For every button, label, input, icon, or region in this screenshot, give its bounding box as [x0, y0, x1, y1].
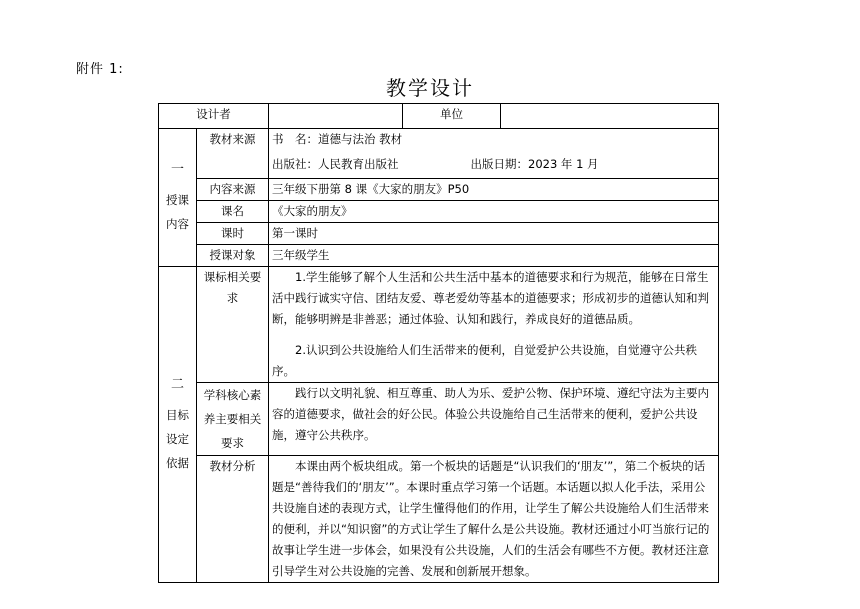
publisher-line	[272, 154, 715, 175]
unit-label: 单位	[403, 104, 501, 129]
audience-value: 三年级学生	[269, 245, 719, 267]
content-source-row	[159, 179, 719, 201]
period-label: 课时	[197, 223, 269, 245]
publication-date: 出版日期：2023 年 1 月	[470, 157, 599, 171]
standards-label: 课标相关要求	[197, 267, 269, 383]
material-analysis-text: 本课由两个板块组成。第一个板块的话题是“认识我们的‘朋友’”，第二个板块的话题是“善待我们的‘朋友’”。本课时重点学习第一个话题。本话题以拟人化手法，采用公共设施自述的表现方式，让学生懂得他们的作用，让学生了解公共设施给人们生活带来的便利，并以“知识窗”的方式让学生了解什么是公共设施。教材还通过小叮当旅行记的故事让学生进一步体会，如果没有公共设施，人们的生活会有哪些不方便。教材还注意引导学生对公共设施的完善、发展和创新展开想象。	[272, 459, 710, 578]
period-row	[159, 223, 719, 245]
material-analysis-label: 教材分析	[197, 456, 269, 583]
section-2-label	[159, 267, 197, 583]
section-1-label	[159, 129, 197, 267]
section-2-label-line-3: 依据	[166, 456, 189, 470]
course-name-label: 课名	[197, 201, 269, 223]
designer-value	[269, 104, 403, 129]
publisher: 出版社：人民教育出版社	[272, 157, 399, 171]
section-1-label-line-2: 内容	[166, 217, 189, 231]
content-source-label: 内容来源	[197, 179, 269, 201]
designer-label: 设计者	[159, 104, 269, 129]
period-value: 第一课时	[269, 223, 719, 245]
standards-paragraph-2: 2.认识到公共设施给人们生活带来的便利，自觉爱护公共设施，自觉遵守公共秩序。	[272, 343, 697, 378]
standards-value	[269, 267, 719, 383]
header-row	[159, 104, 719, 129]
book-line: 书 名：道德与法治 教材	[272, 132, 403, 146]
core-literacy-label: 学科核心素养主要相关要求	[197, 383, 269, 456]
standards-paragraph-1: 1.学生能够了解个人生活和公共生活中基本的道德要求和行为规范，能够在日常生活中践行诚实守信、团结友爱、尊老爱幼等基本的道德要求；形成初步的道德认知和判断，能够明辨是非善恶；通过体验、认知和践行，养成良好的道德品质。	[272, 270, 709, 326]
core-literacy-value	[269, 383, 719, 456]
material-analysis-value	[269, 456, 719, 583]
material-source-label: 教材来源	[197, 129, 269, 179]
teaching-design-table	[158, 103, 719, 583]
audience-label: 授课对象	[197, 245, 269, 267]
core-literacy-text: 践行以文明礼貌、相互尊重、助人为乐、爱护公物、保护环境、遵纪守法为主要内容的道德要求，做社会的好公民。体验公共设施给自己生活带来的便利，爱护公共设施，遵守公共秩序。	[272, 386, 709, 442]
material-source-row	[159, 129, 719, 179]
section-2-number: 二	[170, 377, 184, 392]
audience-row	[159, 245, 719, 267]
content-source-value: 三年级下册第 8 课《大家的朋友》P50	[269, 179, 719, 201]
document-title: 教学设计	[386, 76, 474, 100]
section-2-label-line-2: 设定	[166, 432, 189, 446]
section-1-number: 一	[170, 162, 184, 177]
attachment-label: 附件 1:	[76, 62, 124, 77]
course-name-value: 《大家的朋友》	[269, 201, 719, 223]
core-literacy-row	[159, 383, 719, 456]
unit-value	[501, 104, 719, 129]
standards-row	[159, 267, 719, 383]
material-source-value	[269, 129, 719, 179]
course-name-row	[159, 201, 719, 223]
section-2-label-line-1: 目标	[166, 408, 189, 422]
section-1-label-line-1: 授课	[166, 193, 189, 207]
material-analysis-row	[159, 456, 719, 583]
